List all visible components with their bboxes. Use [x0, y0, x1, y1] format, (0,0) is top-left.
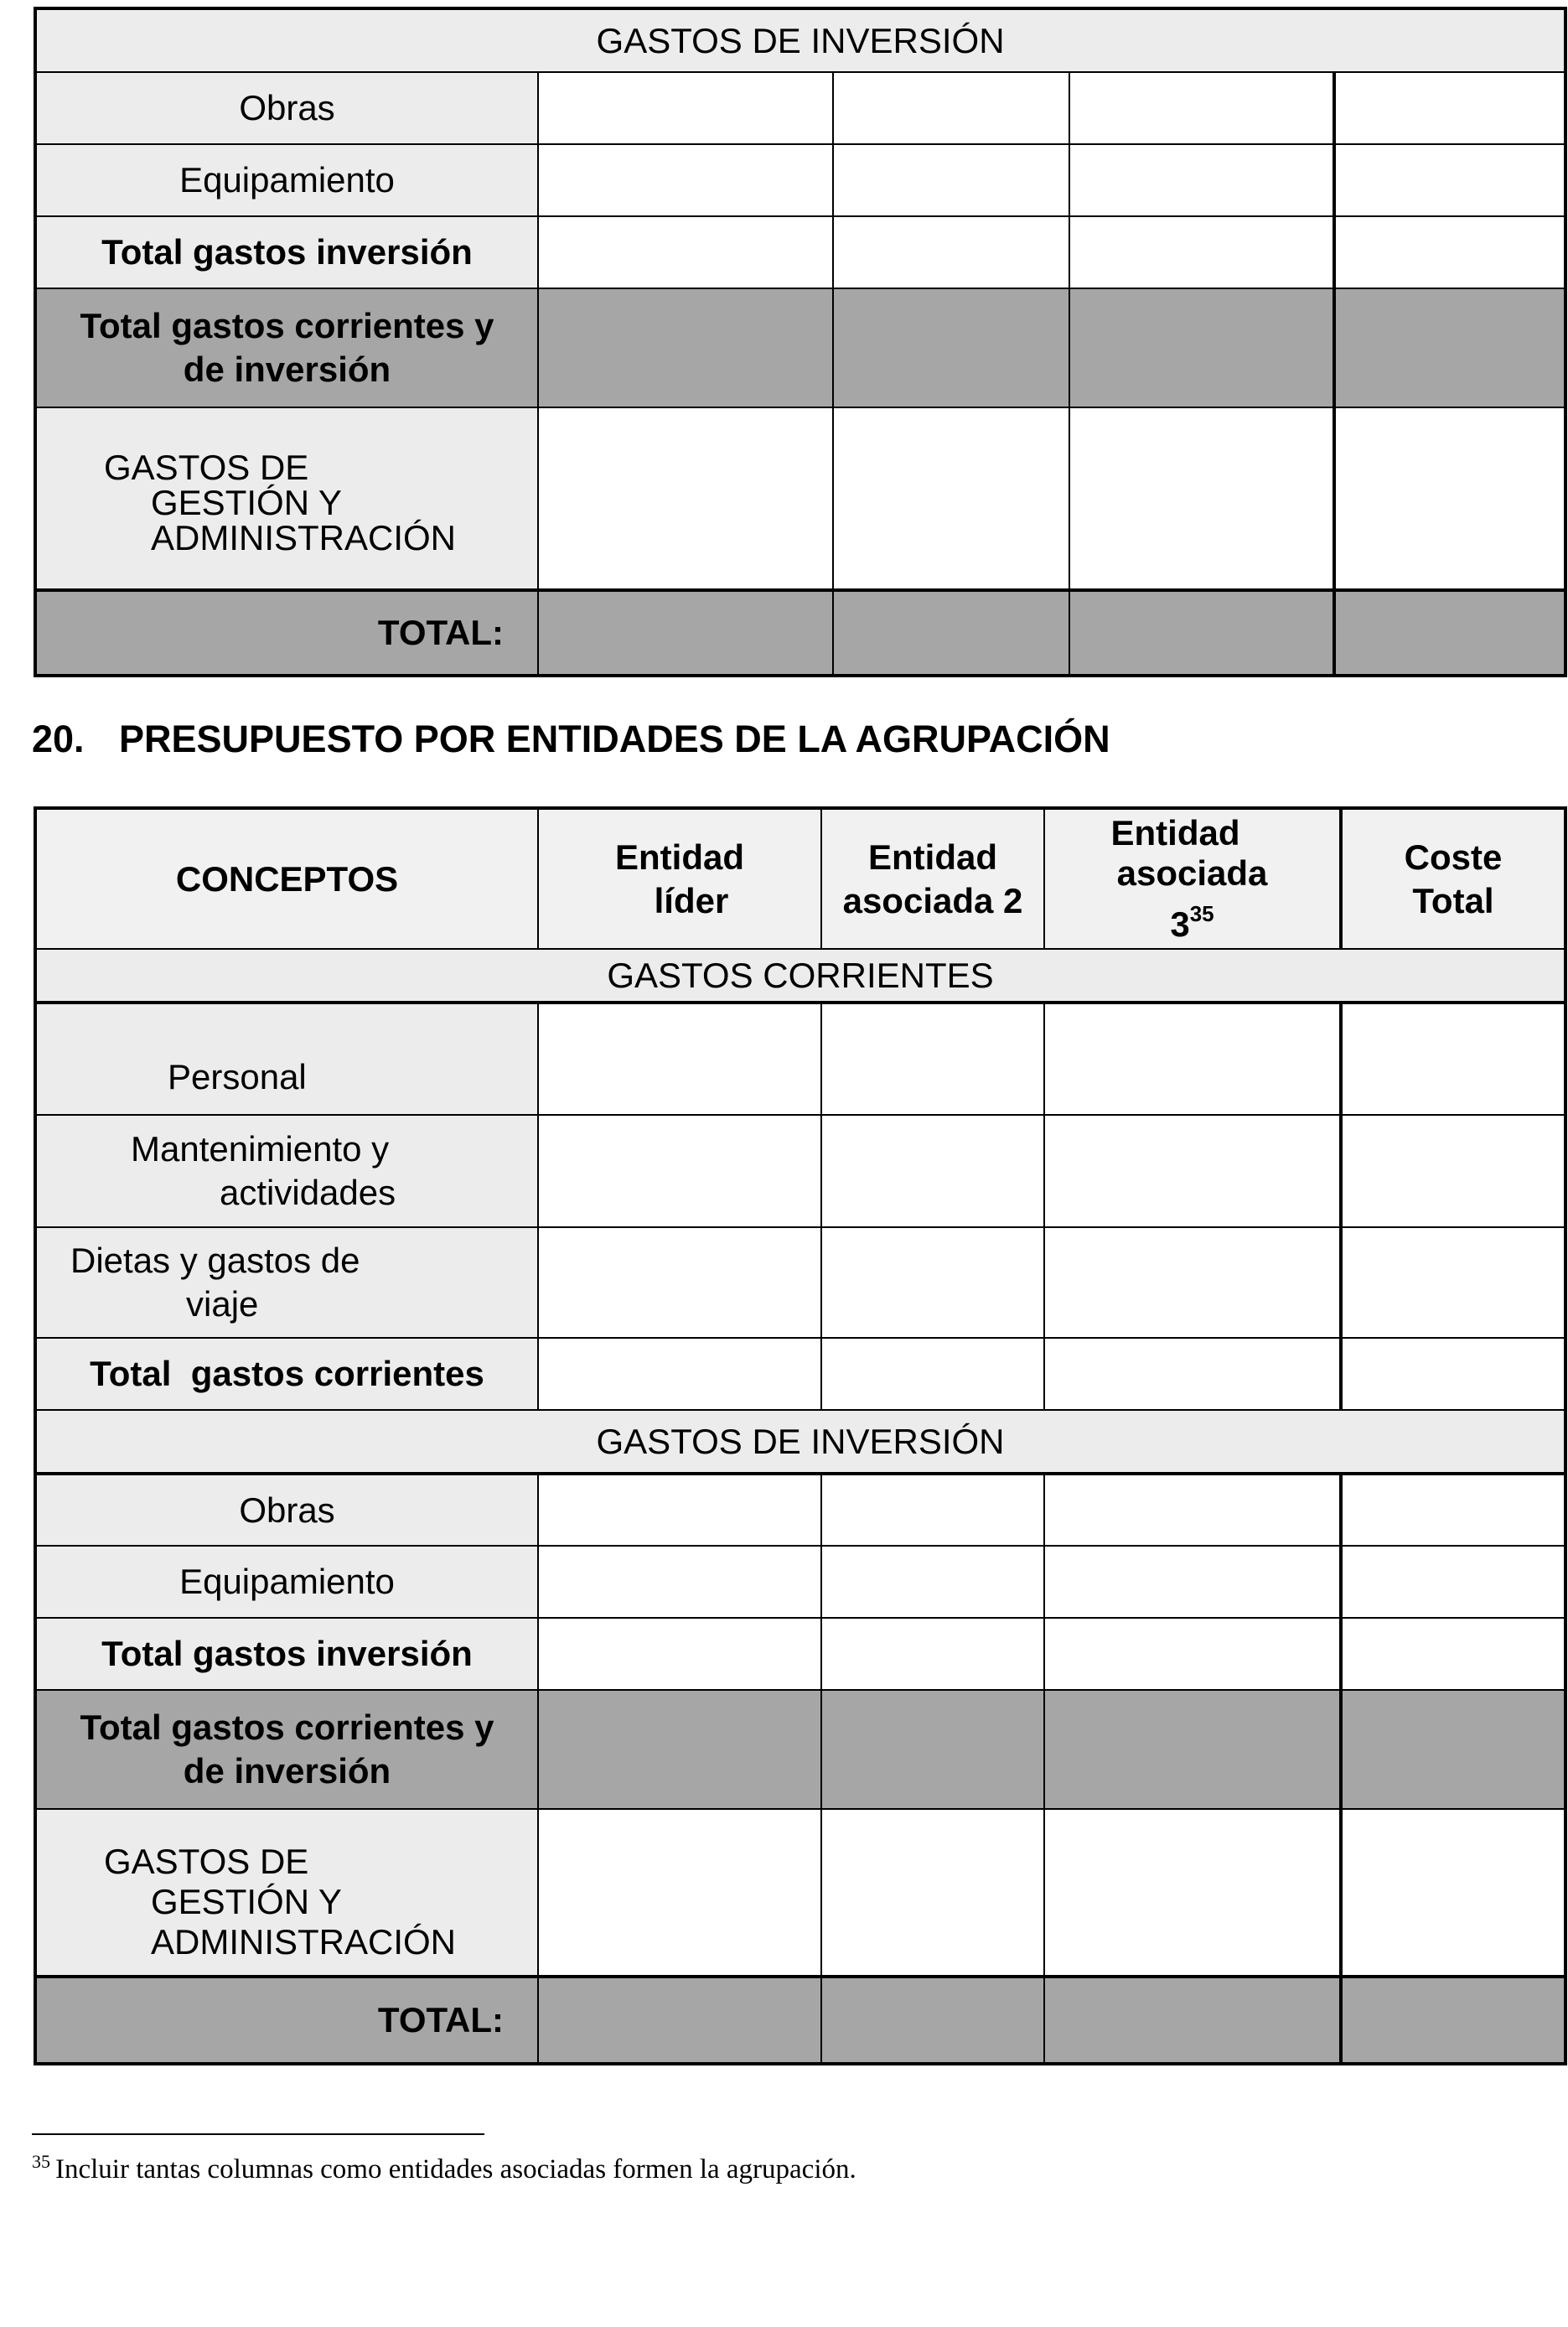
- input-cell[interactable]: [1341, 1690, 1565, 1809]
- label-line: Total gastos corrientes y: [80, 1708, 494, 1747]
- input-cell[interactable]: [1044, 1003, 1341, 1115]
- input-cell[interactable]: [538, 144, 833, 216]
- input-cell[interactable]: [538, 1115, 821, 1227]
- row-label-total-corrientes-inversion: [35, 288, 538, 407]
- input-cell[interactable]: [538, 590, 833, 676]
- input-cell[interactable]: [821, 1115, 1044, 1227]
- row-label-obras: Obras: [35, 1474, 538, 1546]
- input-cell[interactable]: [1069, 288, 1334, 407]
- input-cell[interactable]: [833, 288, 1069, 407]
- section-number: 20.: [32, 718, 85, 760]
- input-cell[interactable]: [833, 72, 1069, 144]
- label-text: Total gastos corrientes: [90, 1354, 484, 1393]
- header-line: Total: [1412, 880, 1494, 920]
- label-line: ADMINISTRACIÓN: [151, 518, 457, 557]
- row-label-personal: Personal: [35, 1003, 538, 1115]
- row-label-gastos-gestion: [35, 1809, 538, 1977]
- row-label-obras: Obras: [35, 72, 538, 144]
- label-line: GESTIÓN Y: [151, 1882, 342, 1921]
- input-cell[interactable]: [1341, 1474, 1565, 1546]
- input-cell[interactable]: [1334, 144, 1565, 216]
- header-number: 3: [1170, 904, 1190, 944]
- input-cell[interactable]: [538, 1977, 821, 2064]
- header-entidad-asociada-2: [821, 808, 1044, 949]
- input-cell[interactable]: [1044, 1618, 1341, 1690]
- input-cell[interactable]: [821, 1227, 1044, 1338]
- input-cell[interactable]: [538, 1809, 821, 1977]
- input-cell[interactable]: [821, 1474, 1044, 1546]
- row-label-gastos-gestion: [35, 407, 538, 590]
- section-band-inversion: [35, 8, 1565, 72]
- label-line: Total gastos corrientes y: [80, 306, 494, 345]
- section-band-corrientes: [35, 949, 1565, 1003]
- input-cell[interactable]: [833, 216, 1069, 288]
- footnote-text: Incluir tantas columnas como entidades asociadas formen la agrupación.: [55, 2154, 856, 2184]
- input-cell[interactable]: [538, 1338, 821, 1410]
- label-line: de inversión: [183, 1751, 391, 1791]
- input-cell[interactable]: [821, 1690, 1044, 1809]
- input-cell[interactable]: [833, 144, 1069, 216]
- input-cell[interactable]: [1341, 1546, 1565, 1618]
- input-cell[interactable]: [1069, 216, 1334, 288]
- label-line: viaje: [186, 1284, 259, 1324]
- input-cell[interactable]: [833, 590, 1069, 676]
- row-label-total-corrientes: [35, 1338, 538, 1410]
- input-cell[interactable]: [1044, 1474, 1341, 1546]
- header-line: Entidad: [1110, 813, 1240, 853]
- label-line: GASTOS DE: [104, 448, 309, 487]
- input-cell[interactable]: [538, 1474, 821, 1546]
- header-line: Entidad: [868, 837, 997, 877]
- row-label-equipamiento: Equipamiento: [35, 1546, 538, 1618]
- input-cell[interactable]: [538, 1227, 821, 1338]
- budget-by-entity-table: [34, 806, 1567, 2065]
- input-cell[interactable]: [1334, 216, 1565, 288]
- row-label-total: TOTAL:: [35, 590, 538, 676]
- label-line: actividades: [220, 1173, 396, 1212]
- row-label-mantenimiento: [35, 1115, 538, 1227]
- input-cell[interactable]: [1044, 1809, 1341, 1977]
- header-entidad-asociada-3: [1044, 808, 1341, 949]
- section-band-inversion: [35, 1410, 1565, 1474]
- input-cell[interactable]: [538, 407, 833, 590]
- input-cell[interactable]: [1341, 1809, 1565, 1977]
- input-cell[interactable]: [1044, 1546, 1341, 1618]
- input-cell[interactable]: [1341, 1227, 1565, 1338]
- input-cell[interactable]: [1334, 288, 1565, 407]
- input-cell[interactable]: [1044, 1115, 1341, 1227]
- label-line: GASTOS DE: [104, 1842, 309, 1881]
- input-cell[interactable]: [1069, 407, 1334, 590]
- input-cell[interactable]: [1341, 1338, 1565, 1410]
- label-line: GESTIÓN Y: [151, 483, 342, 522]
- label-line: de inversión: [183, 350, 391, 389]
- input-cell[interactable]: [821, 1546, 1044, 1618]
- input-cell[interactable]: [1044, 1338, 1341, 1410]
- input-cell[interactable]: [538, 1546, 821, 1618]
- header-coste-total: [1341, 808, 1565, 949]
- row-label-dietas: [35, 1227, 538, 1338]
- section-heading: [32, 718, 1110, 761]
- input-cell[interactable]: [1044, 1977, 1341, 2064]
- input-cell[interactable]: [1341, 1977, 1565, 2064]
- input-cell[interactable]: [821, 1338, 1044, 1410]
- input-cell[interactable]: [821, 1809, 1044, 1977]
- input-cell[interactable]: [1334, 72, 1565, 144]
- footnote-divider: [32, 2133, 484, 2135]
- input-cell[interactable]: [1341, 1115, 1565, 1227]
- input-cell[interactable]: [1044, 1690, 1341, 1809]
- input-cell[interactable]: [833, 407, 1069, 590]
- row-label-total-inversion: Total gastos inversión: [35, 1618, 538, 1690]
- row-label-total-inversion: Total gastos inversión: [35, 216, 538, 288]
- input-cell[interactable]: [1069, 72, 1334, 144]
- input-cell[interactable]: [538, 1003, 821, 1115]
- label-line: ADMINISTRACIÓN: [151, 1922, 457, 1962]
- band-label: GASTOS CORRIENTES: [607, 955, 994, 995]
- label-line: Mantenimiento y: [131, 1129, 390, 1169]
- footnote-number: 35: [32, 2151, 50, 2172]
- header-line: [1045, 894, 1339, 945]
- band-label: GASTOS DE INVERSIÓN: [596, 20, 1005, 60]
- row-label-total-corrientes-inversion: [35, 1690, 538, 1809]
- row-label-total: TOTAL:: [35, 1977, 538, 2064]
- input-cell[interactable]: [538, 216, 833, 288]
- header-line: asociada 2: [842, 880, 1023, 920]
- input-cell[interactable]: [1334, 590, 1565, 676]
- header-line: Coste: [1404, 837, 1503, 877]
- input-cell[interactable]: [821, 1977, 1044, 2064]
- input-cell[interactable]: [538, 288, 833, 407]
- section-title: PRESUPUESTO POR ENTIDADES DE LA AGRUPACIÓN: [119, 718, 1110, 760]
- input-cell[interactable]: [1069, 590, 1334, 676]
- row-label-equipamiento: Equipamiento: [35, 144, 538, 216]
- label-line: Dietas y gastos de: [70, 1241, 360, 1280]
- footnote-reference[interactable]: 35: [1189, 901, 1214, 926]
- input-cell[interactable]: [1341, 1618, 1565, 1690]
- header-conceptos: CONCEPTOS: [35, 808, 538, 949]
- input-cell[interactable]: [538, 72, 833, 144]
- input-cell[interactable]: [1341, 1003, 1565, 1115]
- budget-table-continuation: [34, 7, 1567, 677]
- input-cell[interactable]: [538, 1690, 821, 1809]
- header-line: Entidad: [615, 837, 744, 877]
- band-label: GASTOS DE INVERSIÓN: [596, 1421, 1005, 1461]
- input-cell[interactable]: [1069, 144, 1334, 216]
- header-line: líder: [654, 880, 729, 920]
- input-cell[interactable]: [821, 1003, 1044, 1115]
- input-cell[interactable]: [538, 1618, 821, 1690]
- input-cell[interactable]: [1044, 1227, 1341, 1338]
- header-line: asociada: [1116, 853, 1268, 893]
- header-entidad-lider: [538, 808, 821, 949]
- footnote: [32, 2151, 856, 2185]
- input-cell[interactable]: [821, 1618, 1044, 1690]
- input-cell[interactable]: [1334, 407, 1565, 590]
